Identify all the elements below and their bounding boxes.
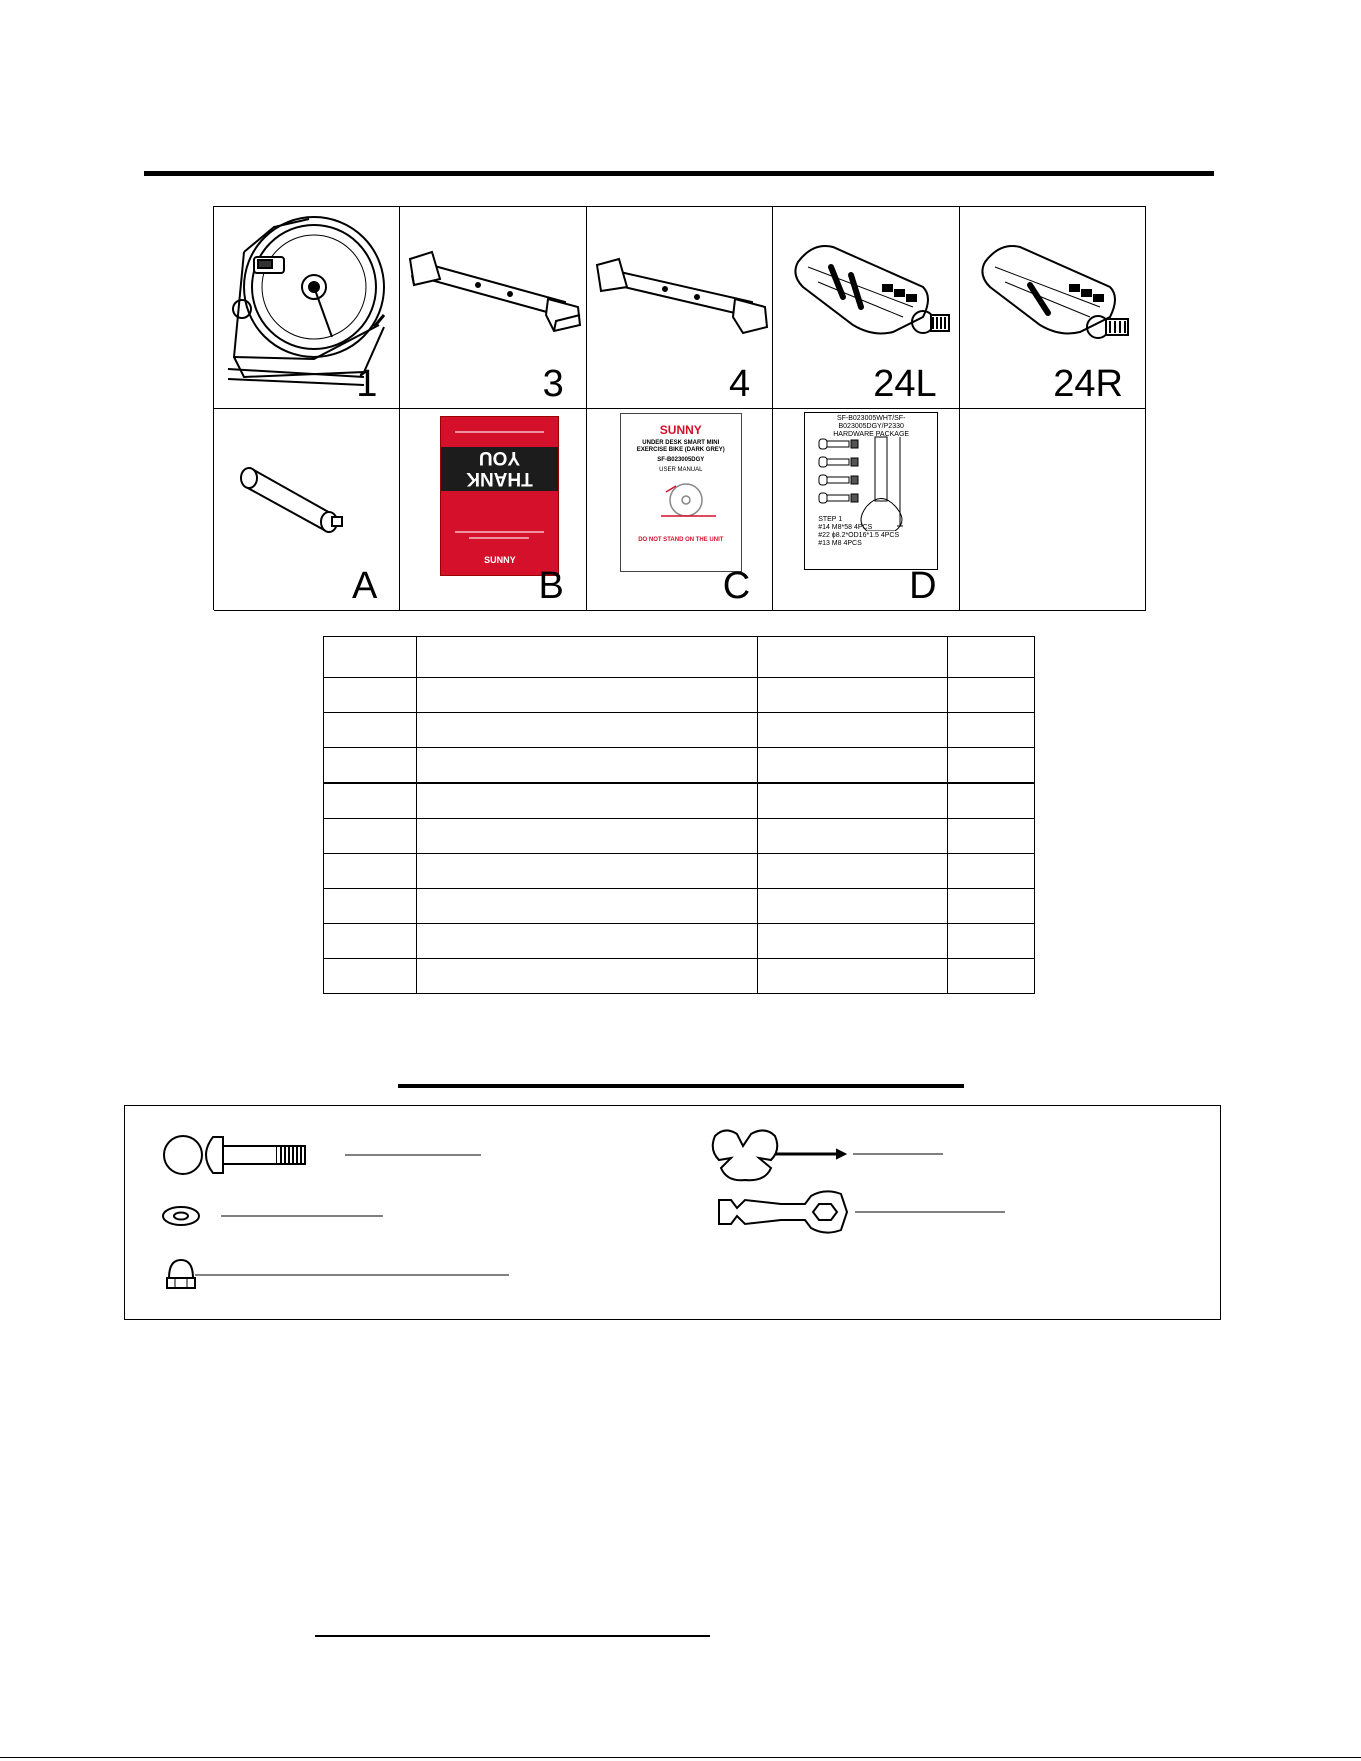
part-cell-4 — [587, 207, 773, 409]
table-row — [324, 959, 1035, 994]
manual-brand: SUNNY — [659, 423, 702, 437]
hw-step-line1: #14 M8*58 4PCS — [818, 524, 873, 531]
table-cell — [948, 959, 1035, 994]
table-cell — [948, 748, 1035, 784]
part-cell-3 — [400, 207, 586, 409]
part-cell-1 — [214, 207, 400, 409]
table-row — [324, 889, 1035, 924]
manual-title-line1: UNDER DESK SMART MINI — [642, 440, 720, 446]
table-cell — [324, 748, 417, 784]
table-cell — [416, 748, 758, 784]
table-row — [324, 783, 1035, 819]
hw-card-header-2: HARDWARE PACKAGE — [833, 431, 910, 438]
table-cell — [324, 924, 417, 959]
acorn-nut-icon — [167, 1260, 509, 1288]
table-row — [324, 854, 1035, 889]
table-cell — [758, 678, 948, 713]
card-fine-print — [455, 531, 544, 533]
signature-line — [315, 1635, 710, 1637]
table-cell — [948, 637, 1035, 678]
card-brand: SUNNY — [484, 555, 516, 565]
table-cell — [324, 783, 417, 819]
table-cell — [948, 678, 1035, 713]
part-label: B — [538, 565, 564, 607]
table-cell — [758, 637, 948, 678]
table-cell — [948, 819, 1035, 854]
table-cell — [324, 637, 417, 678]
parts-list-table — [323, 636, 1035, 994]
bolt-icon — [206, 1137, 481, 1173]
thank-you-text — [441, 447, 558, 489]
manual-warning: DO NOT STAND ON THE UNIT — [638, 537, 724, 543]
table-cell — [948, 889, 1035, 924]
part-label: 3 — [542, 363, 564, 405]
card-fine-print — [469, 537, 529, 539]
table-cell — [416, 819, 758, 854]
part-cell-b — [400, 409, 586, 611]
manual-title-line2: EXERCISE BIKE (DARK GREY) — [636, 447, 725, 453]
multi-tool-wrench-icon — [713, 1130, 943, 1180]
part-label: C — [722, 565, 751, 607]
hw-card-step — [818, 516, 899, 548]
table-row — [324, 678, 1035, 713]
hw-card-header-1: SF-B023005WHT/SF-B023005DGY/P2330 — [836, 415, 906, 430]
bolt-head-icon — [164, 1136, 202, 1174]
table-cell — [948, 713, 1035, 748]
part-label: D — [909, 565, 937, 607]
manual-bike-image — [631, 478, 731, 522]
table-row — [324, 748, 1035, 784]
table-header-row — [324, 637, 1035, 678]
open-end-wrench-icon — [719, 1191, 1005, 1232]
table-cell — [758, 783, 948, 819]
hardware-section-rule — [398, 1084, 964, 1088]
part-label: 24R — [1053, 363, 1123, 405]
table-cell — [416, 854, 758, 889]
parts-grid — [213, 206, 1146, 610]
card-fine-print — [455, 431, 544, 433]
hardware-package-card-icon — [804, 412, 938, 570]
thank-you-card-icon — [440, 416, 559, 576]
table-cell — [416, 637, 758, 678]
table-cell — [324, 854, 417, 889]
table-cell — [324, 678, 417, 713]
table-cell — [324, 889, 417, 924]
table-cell — [758, 889, 948, 924]
table-cell — [416, 783, 758, 819]
page-footer-line — [0, 1757, 1361, 1758]
part-cell-a — [214, 409, 400, 611]
thank-you-line1: THANK — [466, 468, 534, 489]
table-cell — [416, 678, 758, 713]
table-cell — [758, 924, 948, 959]
table-cell — [416, 889, 758, 924]
table-row — [324, 713, 1035, 748]
table-cell — [324, 819, 417, 854]
manual-subtitle: USER MANUAL — [659, 467, 703, 473]
part-cell-24r — [960, 207, 1146, 409]
table-cell — [948, 783, 1035, 819]
table-cell — [416, 713, 758, 748]
table-cell — [758, 959, 948, 994]
table-row — [324, 924, 1035, 959]
hw-step-line2: #22 ϕ8.2*OD16*1.5 4PCS — [818, 532, 900, 539]
part-label: A — [352, 565, 378, 607]
table-cell — [324, 713, 417, 748]
part-label: 24L — [873, 363, 937, 405]
table-row — [324, 819, 1035, 854]
part-cell-empty — [960, 409, 1146, 611]
table-cell — [416, 959, 758, 994]
part-cell-d — [773, 409, 959, 611]
section-divider-top — [144, 171, 1214, 176]
part-cell-c — [587, 409, 773, 611]
table-cell — [758, 854, 948, 889]
table-cell — [416, 924, 758, 959]
manual-model: SF-B023005DGY — [657, 457, 705, 463]
table-cell — [758, 819, 948, 854]
part-label: 1 — [356, 363, 378, 405]
part-cell-24l — [773, 207, 959, 409]
washer-icon — [163, 1207, 383, 1225]
table-cell — [324, 959, 417, 994]
table-cell — [758, 748, 948, 784]
hardware-box — [124, 1105, 1221, 1320]
table-cell — [758, 713, 948, 748]
user-manual-icon — [620, 413, 742, 572]
table-cell — [948, 854, 1035, 889]
thank-you-line2: YOU — [479, 447, 521, 468]
hw-step-title: STEP 1 — [818, 516, 843, 523]
part-label: 4 — [729, 363, 751, 405]
hw-step-line3: #13 M8 4PCS — [818, 540, 862, 547]
table-cell — [948, 924, 1035, 959]
